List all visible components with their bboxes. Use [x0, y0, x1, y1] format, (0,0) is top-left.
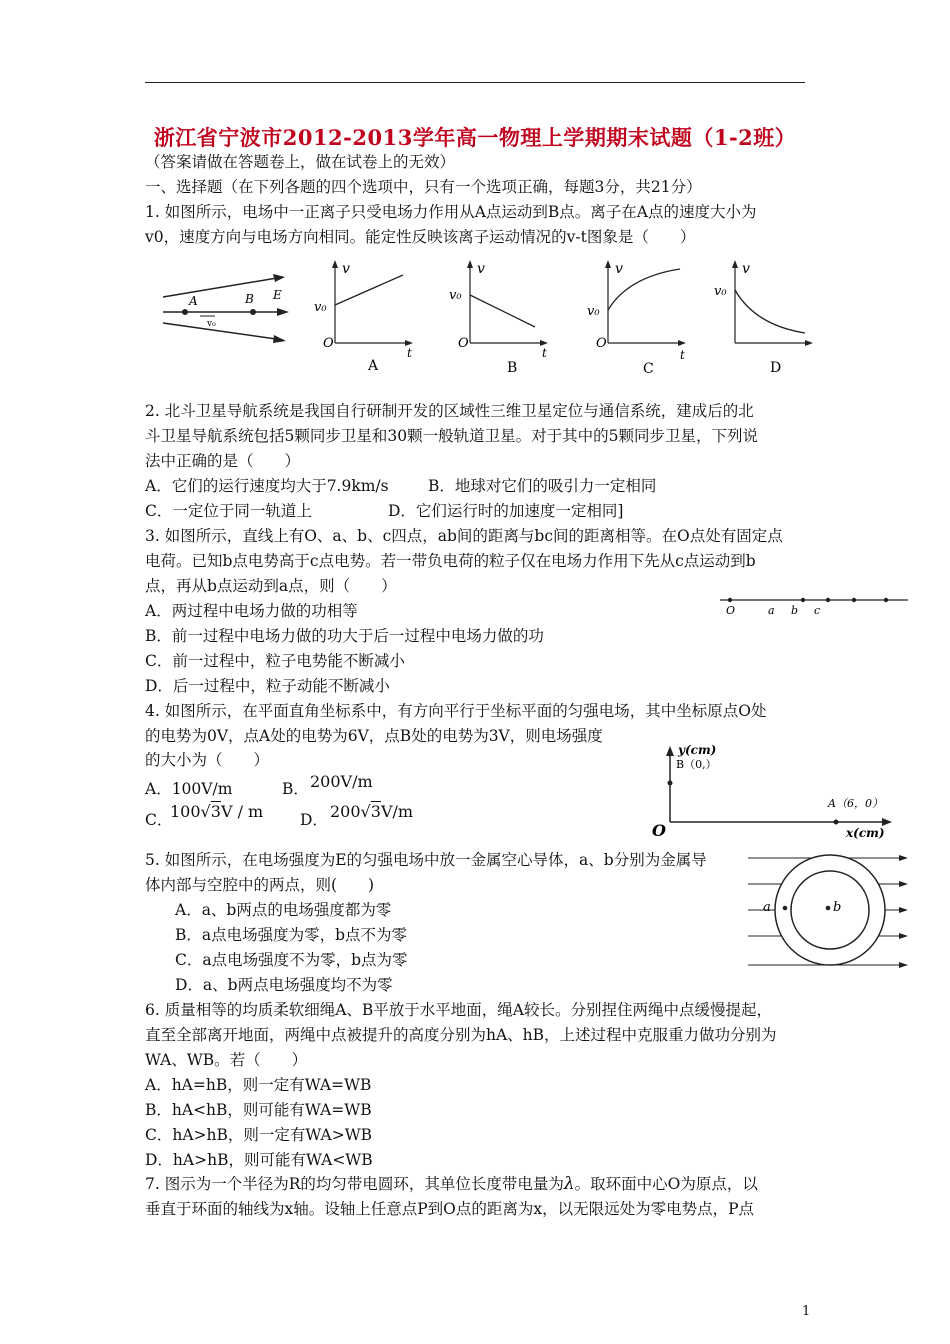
- q2-text-line: 2. 北斗卫星导航系统是我国自行研制开发的区域性三维卫星定位与通信系统，建成后的北: [145, 402, 754, 420]
- q6-text-line: 直至全部离开地面，两绳中点被提升的高度分别为hA、hB，上述过程中克服重力做功分别为: [145, 1026, 777, 1044]
- q1-text-line: 1. 如图所示，电场中一正离子只受电场力作用从A点运动到B点。离子在A点的速度大小为: [145, 203, 757, 221]
- q2-text-line: 斗卫星导航系统包括5颗同步卫星和30颗一般轨道卫星。对于其中的5颗同步卫星，下列说: [145, 427, 758, 445]
- q6-text-line: 6. 质量相等的均质柔软细绳A、B平放于水平地面，绳A较长。分别捏住两绳中点缓慢提起，: [145, 1001, 772, 1019]
- svg-text:t: t: [680, 348, 685, 362]
- x-axis-label: x(cm): [846, 826, 885, 840]
- q1-field-diagram: [163, 274, 289, 343]
- q6-option-a: A．hA=hB，则一定有WA=WB: [145, 1076, 372, 1094]
- q3-text-line: 电荷。已知b点电势高于c点电势。若一带负电荷的粒子仅在电场力作用下先从c点运动到b: [145, 552, 756, 570]
- q2-option-d: D．它们运行时的加速度一定相同]: [388, 502, 624, 520]
- label-b: B: [245, 292, 254, 306]
- answer-note: （答案请做在答题卷上，做在试卷上的无效）: [145, 153, 456, 171]
- label-e: E: [273, 288, 282, 302]
- q2-text-line: 法中正确的是（ ）: [145, 452, 301, 470]
- graph-label: B: [507, 360, 518, 376]
- y-axis-label: y(cm): [678, 743, 717, 757]
- field-line: [163, 277, 283, 297]
- q1-text-line: v0，速度方向与电场方向相同。能定性反映该离子运动情况的v-t图象是（ ）: [145, 228, 696, 246]
- q3-option-b: B．前一过程中电场力做的功大于后一过程中电场力做的功: [145, 627, 544, 645]
- field-line: [163, 323, 283, 340]
- q4-option-d-value: 200√3V/m: [330, 802, 414, 821]
- q4-option-c: C．: [145, 811, 173, 829]
- q3-text-line: 3. 如图所示，直线上有O、a、b、c四点，ab间的距离与bc间的距离相等。在O点处有固定点: [145, 527, 783, 545]
- label-a: A: [189, 294, 198, 308]
- q6-option-b: B．hA<hB，则可能有WA=WB: [145, 1101, 372, 1119]
- q5-option-a: A．a、b两点的电场强度都为零: [175, 901, 392, 919]
- svg-text:O: O: [323, 336, 334, 351]
- svg-text:O: O: [596, 336, 607, 351]
- q4-coordinate-diagram: [648, 740, 898, 840]
- q4-option-a: A．100V/m: [145, 780, 233, 798]
- svg-text:O: O: [458, 336, 469, 351]
- label-a: a: [768, 604, 775, 616]
- graph-a: [314, 260, 413, 374]
- svg-text:t: t: [542, 346, 547, 360]
- svg-text:v: v: [742, 261, 750, 277]
- label-c: c: [814, 604, 821, 616]
- q5-text-line: 5. 如图所示，在电场强度为E的匀强电场中放一金属空心导体，a、b分别为金属导: [145, 851, 707, 869]
- graph-label: A: [368, 358, 379, 374]
- q4-option-b: B．: [282, 780, 309, 798]
- q4-text-line: 的大小为（ ）: [145, 751, 270, 769]
- plot-curve: [735, 290, 805, 333]
- svg-text:v: v: [477, 261, 485, 277]
- header-rule: [145, 82, 805, 83]
- svg-text:v₀: v₀: [314, 300, 327, 315]
- q5-option-c: C．a点电场强度不为零，b点为零: [175, 951, 408, 969]
- q4-option-d: D．: [300, 811, 328, 829]
- point-b: [668, 781, 673, 786]
- label-o: O: [726, 604, 736, 616]
- label-b: b: [791, 604, 799, 616]
- label-b: B（0,）: [676, 758, 717, 771]
- q5-conductor-diagram: [743, 848, 913, 976]
- q4-option-b-value: 200V/m: [310, 772, 373, 791]
- graph-c: [587, 260, 686, 377]
- graph-d: [714, 260, 813, 376]
- q1-figures: [155, 255, 815, 385]
- q4-text-line: 的电势为0V，点A处的电势为6V，点B处的电势为3V，则电场强度: [145, 727, 603, 745]
- q3-option-d: D．后一过程中，粒子动能不断减小: [145, 677, 390, 695]
- q5-option-d: D．a、b两点电场强度均不为零: [175, 976, 393, 994]
- point-a: [834, 820, 839, 825]
- q3-option-a: A．两过程中电场力做的功相等: [145, 602, 358, 620]
- origin-label: O: [652, 821, 666, 840]
- point-b: [250, 309, 256, 315]
- q4-option-c-value: 100√3V / m: [170, 802, 264, 821]
- svg-text:v: v: [615, 261, 623, 277]
- page-number: 1: [802, 1304, 811, 1319]
- q2-option-a: A．它们的运行速度均大于7.9km/s: [145, 477, 389, 495]
- svg-text:v₀: v₀: [587, 304, 600, 319]
- graph-label: D: [770, 360, 782, 376]
- q6-option-d: D．hA>hB，则可能有WA<WB: [145, 1151, 373, 1169]
- label-a: a: [763, 900, 771, 915]
- svg-text:v₀: v₀: [449, 288, 462, 303]
- plot-line: [335, 275, 403, 305]
- q3-text-line: 点，再从b点运动到a点，则（ ）: [145, 577, 397, 595]
- q6-text-line: WA、WB。若（ ）: [145, 1051, 308, 1069]
- q3-option-c: C．前一过程中，粒子电势能不断减小: [145, 652, 405, 670]
- q5-option-b: B．a点电场强度为零，b点不为零: [175, 926, 408, 944]
- graph-b: [449, 260, 548, 376]
- section-heading: 一、选择题（在下列各题的四个选项中，只有一个选项正确，每题3分，共21分）: [145, 178, 702, 196]
- svg-text:t: t: [407, 346, 412, 360]
- svg-text:v₀: v₀: [714, 284, 727, 299]
- q7-text-line: 垂直于环面的轴线为x轴。设轴上任意点P到O点的距离为x，以无限远处为零电势点，P点: [145, 1200, 755, 1218]
- lambda-symbol: λ: [563, 1174, 575, 1194]
- q2-option-c: C．一定位于同一轨道上: [145, 502, 312, 520]
- q5-text-line: 体内部与空腔中的两点，则( ): [145, 876, 375, 894]
- q4-text-line: 4. 如图所示，在平面直角坐标系中，有方向平行于坐标平面的匀强电场，其中坐标原点O处: [145, 702, 767, 720]
- graph-label: C: [643, 361, 654, 377]
- point-a: [182, 309, 188, 315]
- plot-line: [470, 295, 535, 327]
- label-b: b: [833, 900, 842, 915]
- inner-circle: [791, 871, 869, 949]
- q7-text-line: 7. 图示为一个半径为R的均匀带电圆环，其单位长度带电量为λ。取环面中心O为原点，以: [145, 1174, 758, 1194]
- label-a: A（6，0）: [828, 797, 883, 810]
- label-v0: v₀: [207, 319, 216, 329]
- q2-option-b: B．地球对它们的吸引力一定相同: [428, 477, 657, 495]
- q6-option-c: C．hA>hB，则一定有WA>WB: [145, 1126, 373, 1144]
- page-title: 浙江省宁波市2012-2013学年高一物理上学期期末试题（1-2班）: [153, 125, 797, 150]
- svg-text:v: v: [342, 261, 350, 277]
- q3-line-diagram: [718, 588, 910, 616]
